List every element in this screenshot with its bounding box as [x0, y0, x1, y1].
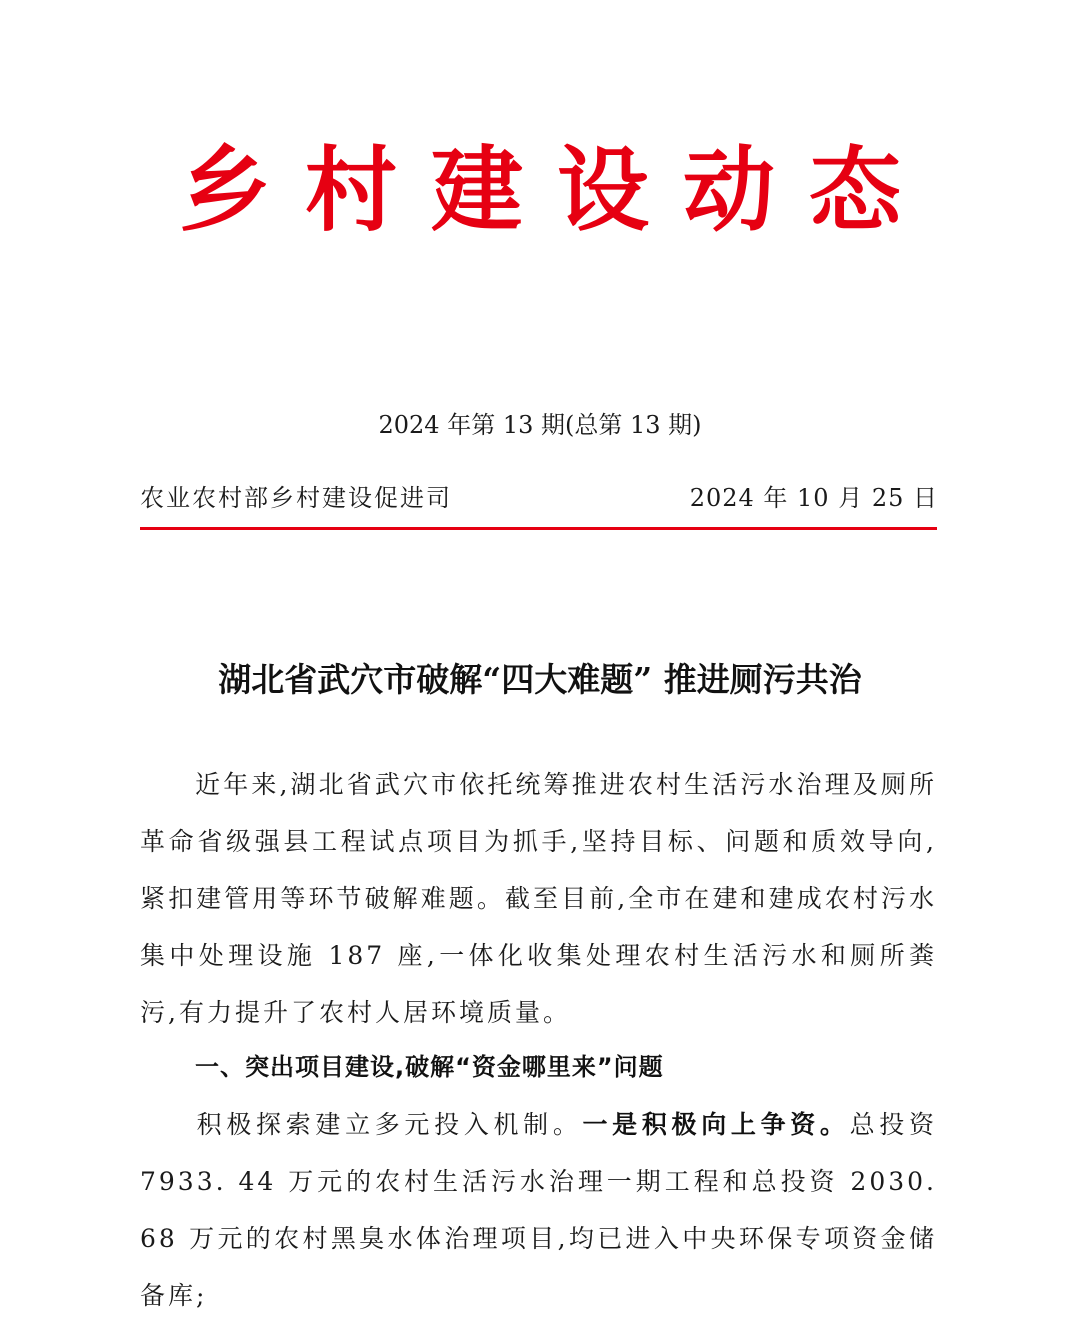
paragraph-2-rest: 总投资 7933. 44 万元的农村生活污水治理一期工程和总投资 2030. 68 万元的农村黑臭水体治理项目,均已进入中央环保专项资金储备库; [140, 1110, 937, 1310]
paragraph-2-lead: 积极探索建立多元投入机制。 [195, 1110, 583, 1139]
issuing-department: 农业农村部乡村建设促进司 [140, 484, 452, 512]
article-paragraph-2 [140, 1096, 937, 1324]
section-heading-1: 一、突出项目建设,破解“资金哪里来”问题 [195, 1053, 664, 1081]
masthead-title: 乡村建设动态 [178, 136, 935, 244]
issue-number: 2024 年第 13 期(总第 13 期) [378, 411, 702, 439]
issue-date: 2024 年 10 月 25 日 [689, 484, 938, 512]
red-divider-rule [140, 527, 937, 530]
paragraph-2-bold-point: 一是积极向上争资。 [582, 1110, 850, 1139]
article-title: 湖北省武穴市破解“四大难题” 推进厕污共治 [218, 660, 862, 699]
article-paragraph-1 [140, 756, 937, 1041]
paragraph-1-text: 近年来,湖北省武穴市依托统筹推进农村生活污水治理及厕所革命省级强县工程试点项目为抓手,坚持目标、问题和质效导向,紧扣建管用等环节破解难题。截至目前,全市在建和建成农村污水集中处理设施 187 座,一体化收集处理农村生活污水和厕所粪污,有力提升了农村人居环境质量。 [140, 770, 937, 1027]
